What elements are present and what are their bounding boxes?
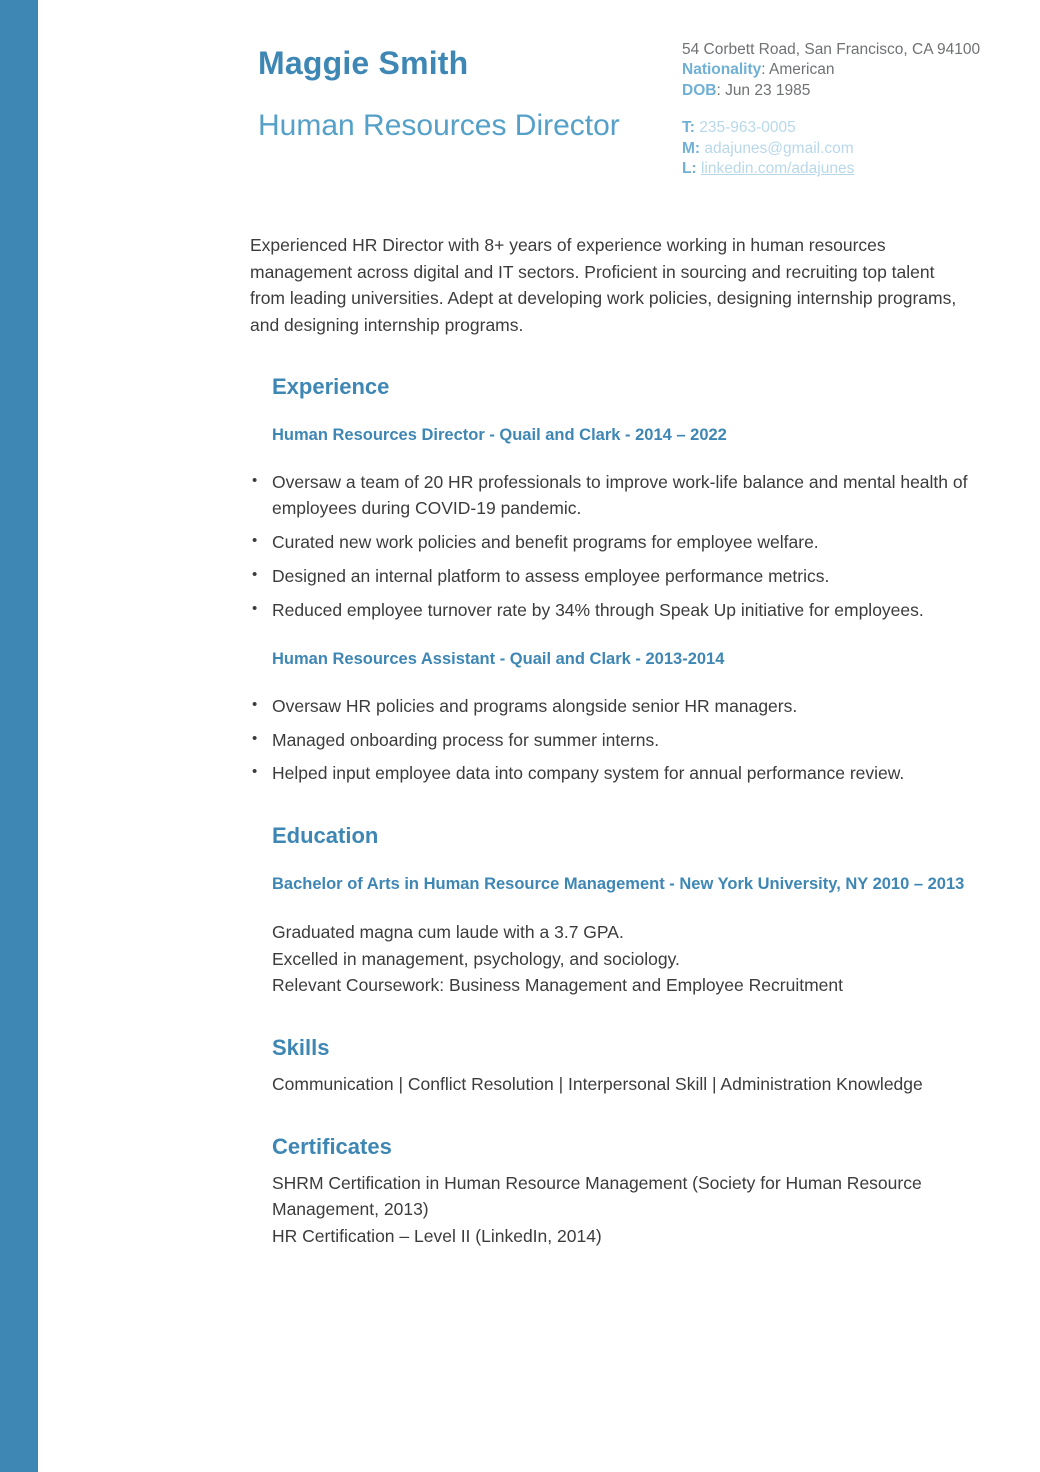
section-heading-experience: Experience (272, 374, 390, 400)
list-item: • Oversaw HR policies and programs alongside senior HR managers. (250, 694, 990, 720)
experience-job-title-1: Human Resources Director - Quail and Clark - 2014 – 2022 (272, 426, 727, 445)
contact-block (682, 40, 982, 180)
candidate-name: Maggie Smith (258, 45, 469, 81)
list-item: • Designed an internal platform to assess employee performance metrics. (250, 564, 990, 590)
nationality-label: Nationality (682, 61, 762, 79)
email-label: M: (682, 139, 701, 157)
list-item: • Reduced employee turnover rate by 34% through Speak Up initiative for employees. (250, 598, 990, 624)
contact-phone (682, 118, 982, 138)
nationality-value: : American (761, 61, 835, 79)
phone-label: T: (682, 119, 695, 137)
education-details (272, 919, 992, 999)
list-item: • Helped input employee data into company system for annual performance review. (250, 761, 990, 787)
linkedin-link[interactable]: linkedin.com/adajunes (700, 160, 855, 178)
education-detail-line: Excelled in management, psychology, and sociology. (272, 948, 680, 969)
contact-linkedin (682, 159, 982, 179)
experience-bullets-1 (250, 470, 990, 623)
list-item: • Oversaw a team of 20 HR professionals to improve work-life balance and mental health of employees during COVID-19 pandemic. (250, 470, 990, 522)
contact-address: 54 Corbett Road, San Francisco, CA 94100 (682, 41, 981, 58)
phone-value: 235-963-0005 (699, 119, 796, 137)
experience-bullets-2 (250, 694, 990, 788)
skills-text: Communication | Conflict Resolution | Interpersonal Skill | Administration Knowledge (272, 1074, 923, 1095)
section-heading-certificates: Certificates (272, 1133, 392, 1159)
contact-dob (682, 81, 982, 101)
contact-spacer (682, 101, 982, 118)
certificates-list (272, 1170, 992, 1250)
section-heading-skills: Skills (272, 1035, 330, 1061)
candidate-job-title: Human Resources Director (258, 109, 620, 143)
education-detail-line: Relevant Coursework: Business Management and Employee Recruitment (272, 975, 843, 996)
email-value[interactable]: adajunes@gmail.com (704, 139, 854, 157)
dob-label: DOB (682, 81, 717, 99)
linkedin-label: L: (682, 160, 697, 178)
contact-nationality (682, 60, 982, 80)
dob-value: : Jun 23 1985 (716, 81, 811, 99)
education-detail-line: Graduated magna cum laude with a 3.7 GPA. (272, 922, 624, 943)
list-item: • Curated new work policies and benefit programs for employee welfare. (250, 530, 990, 556)
professional-summary: Experienced HR Director with 8+ years of experience working in human resources management across digital and IT sectors. Proficient in sourcing and recruiting top talent from leading universities. Adept at developing work policies, designing internship programs, and designing internship programs. (250, 235, 957, 335)
contact-email (682, 139, 982, 159)
certificate-item: HR Certification – Level II (LinkedIn, 2014) (272, 1225, 602, 1246)
certificate-item: SHRM Certification in Human Resource Management (Society for Human Resource Management, 2013) (272, 1172, 922, 1220)
section-heading-education: Education (272, 823, 379, 849)
resume-header (250, 40, 980, 208)
experience-job-title-2: Human Resources Assistant - Quail and Clark - 2013-2014 (272, 649, 725, 668)
header-identity (258, 46, 678, 144)
list-item: • Managed onboarding process for summer interns. (250, 728, 990, 754)
education-degree: Bachelor of Arts in Human Resource Management - New York University, NY 2010 – 2013 (272, 875, 965, 894)
